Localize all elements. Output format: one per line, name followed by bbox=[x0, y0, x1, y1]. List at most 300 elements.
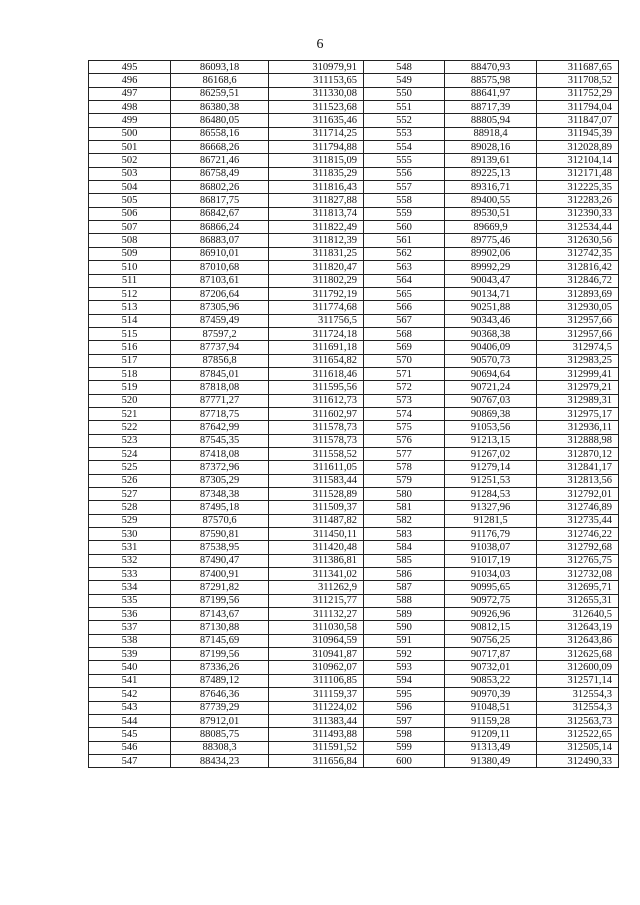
x-coordinate-cell: 89902,06 bbox=[445, 247, 537, 260]
x-coordinate-cell: 87737,94 bbox=[171, 341, 269, 354]
x-coordinate-cell: 87305,96 bbox=[171, 301, 269, 314]
x-coordinate-cell: 87143,67 bbox=[171, 608, 269, 621]
point-number-cell: 548 bbox=[364, 61, 445, 74]
y-coordinate-cell: 311159,37 bbox=[269, 688, 364, 701]
point-number-cell: 511 bbox=[89, 274, 171, 287]
x-coordinate-cell: 90869,38 bbox=[445, 407, 537, 420]
point-number-cell: 549 bbox=[364, 74, 445, 87]
x-coordinate-cell: 91048,51 bbox=[445, 701, 537, 714]
x-coordinate-cell: 87490,47 bbox=[171, 554, 269, 567]
table-row bbox=[89, 514, 619, 527]
y-coordinate-cell: 311383,44 bbox=[269, 714, 364, 727]
x-coordinate-cell: 87418,08 bbox=[171, 447, 269, 460]
point-number-cell: 538 bbox=[89, 634, 171, 647]
y-coordinate-cell: 312554,3 bbox=[537, 701, 619, 714]
y-coordinate-cell: 310962,07 bbox=[269, 661, 364, 674]
point-number-cell: 568 bbox=[364, 327, 445, 340]
point-number-cell: 560 bbox=[364, 221, 445, 234]
y-coordinate-cell: 311509,37 bbox=[269, 501, 364, 514]
y-coordinate-cell: 312999,41 bbox=[537, 367, 619, 380]
table-row bbox=[89, 501, 619, 514]
point-number-cell: 599 bbox=[364, 741, 445, 754]
y-coordinate-cell: 312735,44 bbox=[537, 514, 619, 527]
table-row bbox=[89, 101, 619, 114]
table-row bbox=[89, 194, 619, 207]
x-coordinate-cell: 91038,07 bbox=[445, 541, 537, 554]
point-number-cell: 573 bbox=[364, 394, 445, 407]
x-coordinate-cell: 88805,94 bbox=[445, 114, 537, 127]
x-coordinate-cell: 91213,15 bbox=[445, 434, 537, 447]
point-number-cell: 534 bbox=[89, 581, 171, 594]
point-number-cell: 502 bbox=[89, 154, 171, 167]
table-row bbox=[89, 701, 619, 714]
x-coordinate-cell: 88085,75 bbox=[171, 728, 269, 741]
y-coordinate-cell: 311815,09 bbox=[269, 154, 364, 167]
x-coordinate-cell: 90717,87 bbox=[445, 648, 537, 661]
point-number-cell: 518 bbox=[89, 367, 171, 380]
table-row bbox=[89, 528, 619, 541]
point-number-cell: 542 bbox=[89, 688, 171, 701]
point-number-cell: 498 bbox=[89, 101, 171, 114]
x-coordinate-cell: 91313,49 bbox=[445, 741, 537, 754]
point-number-cell: 501 bbox=[89, 141, 171, 154]
x-coordinate-cell: 87489,12 bbox=[171, 674, 269, 687]
point-number-cell: 543 bbox=[89, 701, 171, 714]
table-row bbox=[89, 741, 619, 754]
y-coordinate-cell: 310979,91 bbox=[269, 61, 364, 74]
y-coordinate-cell: 312695,71 bbox=[537, 581, 619, 594]
y-coordinate-cell: 311820,47 bbox=[269, 261, 364, 274]
y-coordinate-cell: 310941,87 bbox=[269, 648, 364, 661]
point-number-cell: 577 bbox=[364, 447, 445, 460]
x-coordinate-cell: 87856,8 bbox=[171, 354, 269, 367]
y-coordinate-cell: 311612,73 bbox=[269, 394, 364, 407]
point-number-cell: 566 bbox=[364, 301, 445, 314]
y-coordinate-cell: 311847,07 bbox=[537, 114, 619, 127]
table-row bbox=[89, 714, 619, 727]
x-coordinate-cell: 86721,46 bbox=[171, 154, 269, 167]
table-row bbox=[89, 421, 619, 434]
x-coordinate-cell: 86883,07 bbox=[171, 234, 269, 247]
table-row bbox=[89, 728, 619, 741]
point-number-cell: 593 bbox=[364, 661, 445, 674]
y-coordinate-cell: 311420,48 bbox=[269, 541, 364, 554]
point-number-cell: 590 bbox=[364, 621, 445, 634]
x-coordinate-cell: 86380,38 bbox=[171, 101, 269, 114]
y-coordinate-cell: 311528,89 bbox=[269, 488, 364, 501]
x-coordinate-cell: 91279,14 bbox=[445, 461, 537, 474]
point-number-cell: 571 bbox=[364, 367, 445, 380]
y-coordinate-cell: 312640,5 bbox=[537, 608, 619, 621]
x-coordinate-cell: 91017,19 bbox=[445, 554, 537, 567]
y-coordinate-cell: 312957,66 bbox=[537, 314, 619, 327]
y-coordinate-cell: 311835,29 bbox=[269, 167, 364, 180]
y-coordinate-cell: 311756,5 bbox=[269, 314, 364, 327]
point-number-cell: 541 bbox=[89, 674, 171, 687]
x-coordinate-cell: 88470,93 bbox=[445, 61, 537, 74]
x-coordinate-cell: 90732,01 bbox=[445, 661, 537, 674]
x-coordinate-cell: 90694,64 bbox=[445, 367, 537, 380]
x-coordinate-cell: 86866,24 bbox=[171, 221, 269, 234]
x-coordinate-cell: 88575,98 bbox=[445, 74, 537, 87]
y-coordinate-cell: 311523,68 bbox=[269, 101, 364, 114]
y-coordinate-cell: 311687,65 bbox=[537, 61, 619, 74]
table-row bbox=[89, 301, 619, 314]
y-coordinate-cell: 312283,26 bbox=[537, 194, 619, 207]
y-coordinate-cell: 312957,66 bbox=[537, 327, 619, 340]
table-row bbox=[89, 341, 619, 354]
point-number-cell: 540 bbox=[89, 661, 171, 674]
point-number-cell: 587 bbox=[364, 581, 445, 594]
table-row bbox=[89, 407, 619, 420]
x-coordinate-cell: 87400,91 bbox=[171, 568, 269, 581]
x-coordinate-cell: 90043,47 bbox=[445, 274, 537, 287]
x-coordinate-cell: 87103,61 bbox=[171, 274, 269, 287]
y-coordinate-cell: 311774,68 bbox=[269, 301, 364, 314]
x-coordinate-cell: 87538,95 bbox=[171, 541, 269, 554]
table-row bbox=[89, 394, 619, 407]
y-coordinate-cell: 312989,31 bbox=[537, 394, 619, 407]
y-coordinate-cell: 312816,42 bbox=[537, 261, 619, 274]
point-number-cell: 562 bbox=[364, 247, 445, 260]
point-number-cell: 532 bbox=[89, 554, 171, 567]
x-coordinate-cell: 86910,01 bbox=[171, 247, 269, 260]
table-row bbox=[89, 274, 619, 287]
point-number-cell: 539 bbox=[89, 648, 171, 661]
x-coordinate-cell: 87771,27 bbox=[171, 394, 269, 407]
y-coordinate-cell: 312813,56 bbox=[537, 474, 619, 487]
point-number-cell: 517 bbox=[89, 354, 171, 367]
y-coordinate-cell: 311708,52 bbox=[537, 74, 619, 87]
point-number-cell: 550 bbox=[364, 87, 445, 100]
x-coordinate-cell: 90134,71 bbox=[445, 287, 537, 300]
point-number-cell: 558 bbox=[364, 194, 445, 207]
y-coordinate-cell: 311794,04 bbox=[537, 101, 619, 114]
y-coordinate-cell: 312600,09 bbox=[537, 661, 619, 674]
point-number-cell: 561 bbox=[364, 234, 445, 247]
y-coordinate-cell: 311816,43 bbox=[269, 181, 364, 194]
y-coordinate-cell: 311487,82 bbox=[269, 514, 364, 527]
table-row bbox=[89, 674, 619, 687]
x-coordinate-cell: 86480,05 bbox=[171, 114, 269, 127]
x-coordinate-cell: 89530,51 bbox=[445, 207, 537, 220]
x-coordinate-cell: 87739,29 bbox=[171, 701, 269, 714]
point-number-cell: 578 bbox=[364, 461, 445, 474]
x-coordinate-cell: 88434,23 bbox=[171, 754, 269, 767]
point-number-cell: 585 bbox=[364, 554, 445, 567]
x-coordinate-cell: 86842,67 bbox=[171, 207, 269, 220]
point-number-cell: 496 bbox=[89, 74, 171, 87]
table-row bbox=[89, 221, 619, 234]
point-number-cell: 597 bbox=[364, 714, 445, 727]
y-coordinate-cell: 312625,68 bbox=[537, 648, 619, 661]
table-row bbox=[89, 581, 619, 594]
y-coordinate-cell: 312554,3 bbox=[537, 688, 619, 701]
x-coordinate-cell: 87718,75 bbox=[171, 407, 269, 420]
y-coordinate-cell: 312746,89 bbox=[537, 501, 619, 514]
y-coordinate-cell: 311945,39 bbox=[537, 127, 619, 140]
y-coordinate-cell: 312974,5 bbox=[537, 341, 619, 354]
x-coordinate-cell: 90406,09 bbox=[445, 341, 537, 354]
point-number-cell: 546 bbox=[89, 741, 171, 754]
x-coordinate-cell: 90570,73 bbox=[445, 354, 537, 367]
point-number-cell: 576 bbox=[364, 434, 445, 447]
x-coordinate-cell: 87305,29 bbox=[171, 474, 269, 487]
x-coordinate-cell: 90721,24 bbox=[445, 381, 537, 394]
x-coordinate-cell: 90767,03 bbox=[445, 394, 537, 407]
x-coordinate-cell: 89775,46 bbox=[445, 234, 537, 247]
x-coordinate-cell: 87818,08 bbox=[171, 381, 269, 394]
point-number-cell: 527 bbox=[89, 488, 171, 501]
table-row bbox=[89, 114, 619, 127]
x-coordinate-cell: 89400,55 bbox=[445, 194, 537, 207]
x-coordinate-cell: 86093,18 bbox=[171, 61, 269, 74]
point-number-cell: 563 bbox=[364, 261, 445, 274]
y-coordinate-cell: 311578,73 bbox=[269, 421, 364, 434]
point-number-cell: 565 bbox=[364, 287, 445, 300]
y-coordinate-cell: 312028,89 bbox=[537, 141, 619, 154]
point-number-cell: 567 bbox=[364, 314, 445, 327]
point-number-cell: 507 bbox=[89, 221, 171, 234]
table-row bbox=[89, 381, 619, 394]
table-row bbox=[89, 688, 619, 701]
point-number-cell: 591 bbox=[364, 634, 445, 647]
point-number-cell: 580 bbox=[364, 488, 445, 501]
y-coordinate-cell: 311813,74 bbox=[269, 207, 364, 220]
y-coordinate-cell: 311724,18 bbox=[269, 327, 364, 340]
x-coordinate-cell: 91327,96 bbox=[445, 501, 537, 514]
table-row bbox=[89, 234, 619, 247]
point-number-cell: 500 bbox=[89, 127, 171, 140]
point-number-cell: 523 bbox=[89, 434, 171, 447]
y-coordinate-cell: 312104,14 bbox=[537, 154, 619, 167]
table-row bbox=[89, 61, 619, 74]
x-coordinate-cell: 86758,49 bbox=[171, 167, 269, 180]
x-coordinate-cell: 91159,28 bbox=[445, 714, 537, 727]
y-coordinate-cell: 311591,52 bbox=[269, 741, 364, 754]
y-coordinate-cell: 311802,29 bbox=[269, 274, 364, 287]
table-row bbox=[89, 661, 619, 674]
x-coordinate-cell: 89669,9 bbox=[445, 221, 537, 234]
y-coordinate-cell: 311827,88 bbox=[269, 194, 364, 207]
table-row bbox=[89, 621, 619, 634]
y-coordinate-cell: 311691,18 bbox=[269, 341, 364, 354]
point-number-cell: 533 bbox=[89, 568, 171, 581]
y-coordinate-cell: 311635,46 bbox=[269, 114, 364, 127]
table-row bbox=[89, 367, 619, 380]
y-coordinate-cell: 312983,25 bbox=[537, 354, 619, 367]
y-coordinate-cell: 312765,75 bbox=[537, 554, 619, 567]
point-number-cell: 504 bbox=[89, 181, 171, 194]
y-coordinate-cell: 312936,11 bbox=[537, 421, 619, 434]
x-coordinate-cell: 86817,75 bbox=[171, 194, 269, 207]
x-coordinate-cell: 90756,25 bbox=[445, 634, 537, 647]
x-coordinate-cell: 87130,88 bbox=[171, 621, 269, 634]
point-number-cell: 598 bbox=[364, 728, 445, 741]
y-coordinate-cell: 311794,88 bbox=[269, 141, 364, 154]
y-coordinate-cell: 311714,25 bbox=[269, 127, 364, 140]
point-number-cell: 559 bbox=[364, 207, 445, 220]
y-coordinate-cell: 311583,44 bbox=[269, 474, 364, 487]
y-coordinate-cell: 311611,05 bbox=[269, 461, 364, 474]
point-number-cell: 564 bbox=[364, 274, 445, 287]
point-number-cell: 531 bbox=[89, 541, 171, 554]
point-number-cell: 592 bbox=[364, 648, 445, 661]
x-coordinate-cell: 90368,38 bbox=[445, 327, 537, 340]
point-number-cell: 522 bbox=[89, 421, 171, 434]
point-number-cell: 520 bbox=[89, 394, 171, 407]
table-row bbox=[89, 488, 619, 501]
y-coordinate-cell: 311030,58 bbox=[269, 621, 364, 634]
x-coordinate-cell: 87845,01 bbox=[171, 367, 269, 380]
y-coordinate-cell: 312225,35 bbox=[537, 181, 619, 194]
table-row bbox=[89, 287, 619, 300]
y-coordinate-cell: 312643,86 bbox=[537, 634, 619, 647]
y-coordinate-cell: 312390,33 bbox=[537, 207, 619, 220]
table-row bbox=[89, 754, 619, 767]
x-coordinate-cell: 87336,26 bbox=[171, 661, 269, 674]
y-coordinate-cell: 312975,17 bbox=[537, 407, 619, 420]
table-row bbox=[89, 127, 619, 140]
point-number-cell: 572 bbox=[364, 381, 445, 394]
point-number-cell: 525 bbox=[89, 461, 171, 474]
y-coordinate-cell: 312846,72 bbox=[537, 274, 619, 287]
x-coordinate-cell: 88918,4 bbox=[445, 127, 537, 140]
y-coordinate-cell: 311106,85 bbox=[269, 674, 364, 687]
x-coordinate-cell: 87372,96 bbox=[171, 461, 269, 474]
x-coordinate-cell: 86259,51 bbox=[171, 87, 269, 100]
x-coordinate-cell: 87199,56 bbox=[171, 648, 269, 661]
point-number-cell: 514 bbox=[89, 314, 171, 327]
y-coordinate-cell: 311831,25 bbox=[269, 247, 364, 260]
page-number: 6 bbox=[316, 37, 324, 52]
table-row bbox=[89, 634, 619, 647]
x-coordinate-cell: 86558,16 bbox=[171, 127, 269, 140]
y-coordinate-cell: 312505,14 bbox=[537, 741, 619, 754]
x-coordinate-cell: 87590,81 bbox=[171, 528, 269, 541]
x-coordinate-cell: 91176,79 bbox=[445, 528, 537, 541]
x-coordinate-cell: 91251,53 bbox=[445, 474, 537, 487]
x-coordinate-cell: 89225,13 bbox=[445, 167, 537, 180]
y-coordinate-cell: 311656,84 bbox=[269, 754, 364, 767]
point-number-cell: 547 bbox=[89, 754, 171, 767]
y-coordinate-cell: 311224,02 bbox=[269, 701, 364, 714]
y-coordinate-cell: 312888,98 bbox=[537, 434, 619, 447]
coordinates-table-body bbox=[89, 61, 619, 768]
point-number-cell: 569 bbox=[364, 341, 445, 354]
x-coordinate-cell: 87597,2 bbox=[171, 327, 269, 340]
x-coordinate-cell: 87646,36 bbox=[171, 688, 269, 701]
x-coordinate-cell: 90812,15 bbox=[445, 621, 537, 634]
y-coordinate-cell: 311595,56 bbox=[269, 381, 364, 394]
point-number-cell: 554 bbox=[364, 141, 445, 154]
x-coordinate-cell: 87291,82 bbox=[171, 581, 269, 594]
y-coordinate-cell: 311450,11 bbox=[269, 528, 364, 541]
point-number-cell: 526 bbox=[89, 474, 171, 487]
x-coordinate-cell: 87348,38 bbox=[171, 488, 269, 501]
x-coordinate-cell: 90251,88 bbox=[445, 301, 537, 314]
x-coordinate-cell: 91284,53 bbox=[445, 488, 537, 501]
point-number-cell: 519 bbox=[89, 381, 171, 394]
x-coordinate-cell: 87545,35 bbox=[171, 434, 269, 447]
x-coordinate-cell: 89992,29 bbox=[445, 261, 537, 274]
y-coordinate-cell: 312571,14 bbox=[537, 674, 619, 687]
table-row bbox=[89, 648, 619, 661]
point-number-cell: 594 bbox=[364, 674, 445, 687]
point-number-cell: 530 bbox=[89, 528, 171, 541]
point-number-cell: 521 bbox=[89, 407, 171, 420]
y-coordinate-cell: 312893,69 bbox=[537, 287, 619, 300]
point-number-cell: 553 bbox=[364, 127, 445, 140]
y-coordinate-cell: 311153,65 bbox=[269, 74, 364, 87]
point-number-cell: 552 bbox=[364, 114, 445, 127]
table-row bbox=[89, 74, 619, 87]
y-coordinate-cell: 312522,65 bbox=[537, 728, 619, 741]
point-number-cell: 537 bbox=[89, 621, 171, 634]
point-number-cell: 551 bbox=[364, 101, 445, 114]
y-coordinate-cell: 311602,97 bbox=[269, 407, 364, 420]
x-coordinate-cell: 90970,39 bbox=[445, 688, 537, 701]
x-coordinate-cell: 87642,99 bbox=[171, 421, 269, 434]
table-row bbox=[89, 434, 619, 447]
point-number-cell: 529 bbox=[89, 514, 171, 527]
table-row bbox=[89, 474, 619, 487]
point-number-cell: 595 bbox=[364, 688, 445, 701]
x-coordinate-cell: 91281,5 bbox=[445, 514, 537, 527]
point-number-cell: 512 bbox=[89, 287, 171, 300]
y-coordinate-cell: 311330,08 bbox=[269, 87, 364, 100]
table-row bbox=[89, 261, 619, 274]
y-coordinate-cell: 311262,9 bbox=[269, 581, 364, 594]
x-coordinate-cell: 88717,39 bbox=[445, 101, 537, 114]
table-row bbox=[89, 461, 619, 474]
y-coordinate-cell: 311578,73 bbox=[269, 434, 364, 447]
point-number-cell: 516 bbox=[89, 341, 171, 354]
x-coordinate-cell: 87570,6 bbox=[171, 514, 269, 527]
table-row bbox=[89, 87, 619, 100]
y-coordinate-cell: 311215,77 bbox=[269, 594, 364, 607]
table-row bbox=[89, 181, 619, 194]
point-number-cell: 570 bbox=[364, 354, 445, 367]
point-number-cell: 515 bbox=[89, 327, 171, 340]
point-number-cell: 499 bbox=[89, 114, 171, 127]
point-number-cell: 524 bbox=[89, 447, 171, 460]
x-coordinate-cell: 87206,64 bbox=[171, 287, 269, 300]
table-row bbox=[89, 447, 619, 460]
x-coordinate-cell: 86802,26 bbox=[171, 181, 269, 194]
point-number-cell: 510 bbox=[89, 261, 171, 274]
y-coordinate-cell: 312979,21 bbox=[537, 381, 619, 394]
point-number-cell: 508 bbox=[89, 234, 171, 247]
y-coordinate-cell: 311654,82 bbox=[269, 354, 364, 367]
y-coordinate-cell: 312930,05 bbox=[537, 301, 619, 314]
x-coordinate-cell: 88308,3 bbox=[171, 741, 269, 754]
y-coordinate-cell: 311752,29 bbox=[537, 87, 619, 100]
y-coordinate-cell: 311558,52 bbox=[269, 447, 364, 460]
x-coordinate-cell: 86668,26 bbox=[171, 141, 269, 154]
table-row bbox=[89, 314, 619, 327]
x-coordinate-cell: 90926,96 bbox=[445, 608, 537, 621]
x-coordinate-cell: 90995,65 bbox=[445, 581, 537, 594]
y-coordinate-cell: 312643,19 bbox=[537, 621, 619, 634]
y-coordinate-cell: 312630,56 bbox=[537, 234, 619, 247]
y-coordinate-cell: 311618,46 bbox=[269, 367, 364, 380]
x-coordinate-cell: 89316,71 bbox=[445, 181, 537, 194]
table-row bbox=[89, 608, 619, 621]
table-row bbox=[89, 554, 619, 567]
table-row bbox=[89, 354, 619, 367]
y-coordinate-cell: 312655,31 bbox=[537, 594, 619, 607]
